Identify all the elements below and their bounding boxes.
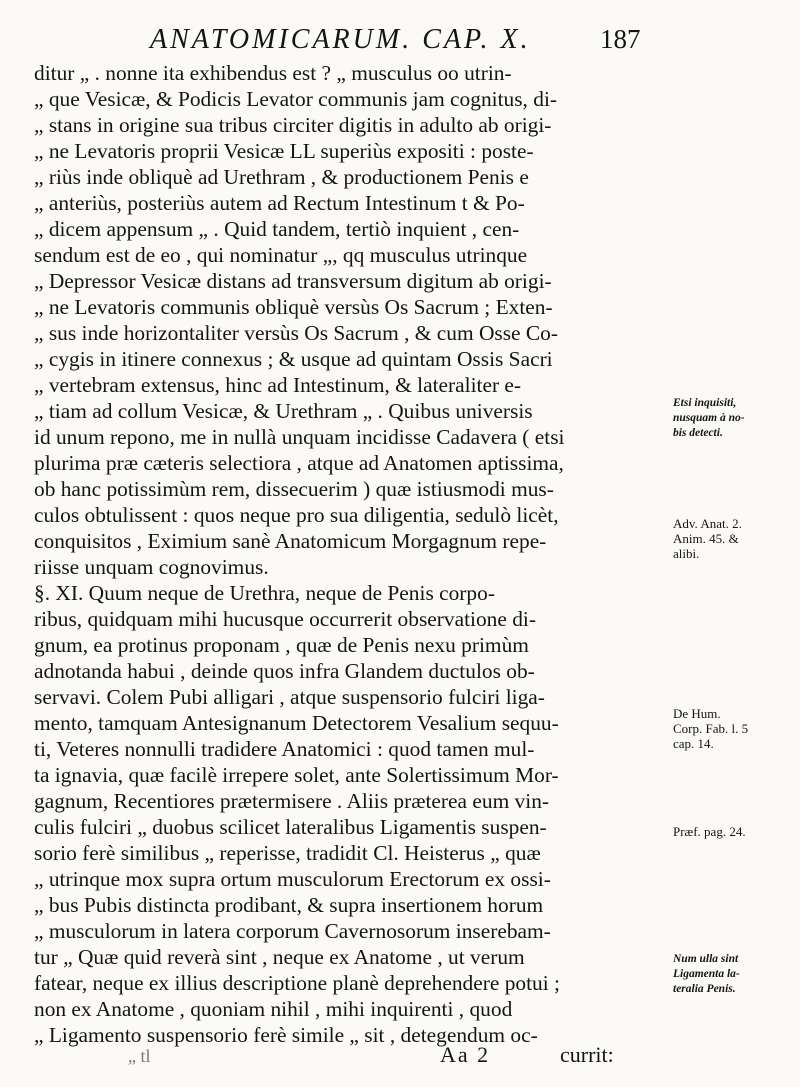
marginal-note-line: Ligamenta la- [673,968,740,980]
page-header [0,20,800,60]
marginal-note [673,516,798,561]
page-footer [0,1040,800,1080]
text-line: culis fulciri „ duobus scilicet lateralibus Ligamentis suspen- [34,815,547,839]
text-line: riisse unquam cognovimus. [34,555,269,579]
text-line: sendum est de eo , qui nominatur „, qq musculus utrinque [34,243,528,267]
text-line: adnotanda habui , deinde quos infra Glandem ductulos ob- [34,659,535,683]
text-line: fatear, neque ex illius descriptione planè deprehendere potui ; [34,971,560,995]
text-line: „ musculorum in latera corporum Cavernosorum inserebam- [34,919,551,943]
marginal-note-line: Num ulla sint [673,953,739,965]
text-line: sorio ferè similibus „ reperisse, tradidit Cl. Heisterus „ quæ [34,841,541,865]
catchword: currit: [560,1042,614,1067]
marginal-note-line: Anim. 45. & [673,531,739,546]
marginal-note-line: bis detecti. [673,427,723,439]
text-line: „ ne Levatoris proprii Vesicæ LL superiùs expositi : poste- [34,139,534,163]
text-line: culos obtulissent : quos neque pro sua diligentia, sedulò licèt, [34,503,559,527]
text-line: tur „ Quæ quid reverà sint , neque ex Anatome , ut verum [34,945,525,969]
text-line: „ ne Levatoris communis obliquè versùs Os Sacrum ; Exten- [34,295,553,319]
text-line: ob hanc potissimùm rem, dissecuerim ) quæ istiusmodi mus- [34,477,554,501]
text-line: „ sus inde horizontaliter versùs Os Sacrum , & cum Osse Co- [34,321,558,345]
text-line: gnum, ea protinus proponam , quæ de Penis nexu primùm [34,633,529,657]
text-line: ti, Veteres nonnulli tradidere Anatomici : quod tamen mul- [34,737,535,761]
marginal-note-line: teralia Penis. [673,983,736,995]
text-line: „ anteriùs, posteriùs autem ad Rectum Intestinum t & Po- [34,191,525,215]
marginal-note-line: Corp. Fab. l. 5 [673,721,749,736]
text-line: ditur „ . nonne ita exhibendus est ? „ musculus oo utrin- [34,61,512,85]
marginal-note-line: Præf. pag. 24. [673,824,746,839]
page-number: 187 [600,24,641,54]
marginal-note-line: nusquam à no- [673,412,745,424]
text-line: non ex Anatome , quoniam nihil , mihi inquirenti , quod [34,997,513,1021]
text-line: plurima præ cæteris selectiora , atque ad Anatomen aptissima, [34,451,564,475]
text-line: „ riùs inde obliquè ad Urethram , & productionem Penis e [34,165,529,189]
marginal-note-line: cap. 14. [673,736,714,751]
marginal-note [673,952,798,997]
marginal-note [673,824,798,839]
marginal-note-line: alibi. [673,546,700,561]
text-line: „ stans in origine sua tribus circiter digitis in adulto ab origi- [34,113,552,137]
text-line: „ vertebram extensus, hinc ad Intestinum, & lateraliter e- [34,373,522,397]
text-line: „ utrinque mox supra ortum musculorum Erectorum ex ossi- [34,867,551,891]
text-line: servavi. Colem Pubi alligari , atque suspensorio fulciri liga- [34,685,545,709]
marginal-note-line: De Hum. [673,706,721,721]
text-line: „ que Vesicæ, & Podicis Levator communis jam cognitus, di- [34,87,558,111]
main-text [34,60,670,1048]
text-line: ribus, quidquam mihi hucusque occurrerit observatione di- [34,607,536,631]
section-heading-line: §. XI. Quum neque de Urethra, neque de Penis corpo- [34,581,495,605]
text-line: „ Depressor Vesicæ distans ad transversum digitum ab origi- [34,269,552,293]
signature-mark: Aa 2 [440,1042,491,1067]
text-line: „ bus Pubis distincta prodibant, & supra insertionem horum [34,893,544,917]
marginal-note [673,706,798,751]
text-line: conquisitos , Eximium sanè Anatomicum Morgagnum repe- [34,529,547,553]
text-line: id unum repono, me in nullà unquam incidisse Cadavera ( etsi [34,425,565,449]
stray-mark: „ tl [128,1046,151,1066]
marginal-note [673,396,798,441]
marginal-note-line: Etsi inquisiti, [673,397,737,409]
text-line: „ cygis in itinere connexus ; & usque ad quintam Ossis Sacri [34,347,553,371]
marginal-note-line: Adv. Anat. 2. [673,516,742,531]
text-line: „ Ligamento suspensorio ferè simile „ sit , detegendum oc- [34,1023,538,1047]
text-line: mento, tamquam Antesignanum Detectorem Vesalium sequu- [34,711,559,735]
running-head: ANATOMICARUM. CAP. X. [150,24,531,55]
text-line: „ tiam ad collum Vesicæ, & Urethram „ . Quibus universis [34,399,533,423]
text-line: ta ignavia, quæ facilè irrepere solet, ante Solertissimum Mor- [34,763,559,787]
text-line: gagnum, Recentiores prætermisere . Aliis præterea eum vin- [34,789,550,813]
text-line: „ dicem appensum „ . Quid tandem, tertiò inquient , cen- [34,217,520,241]
